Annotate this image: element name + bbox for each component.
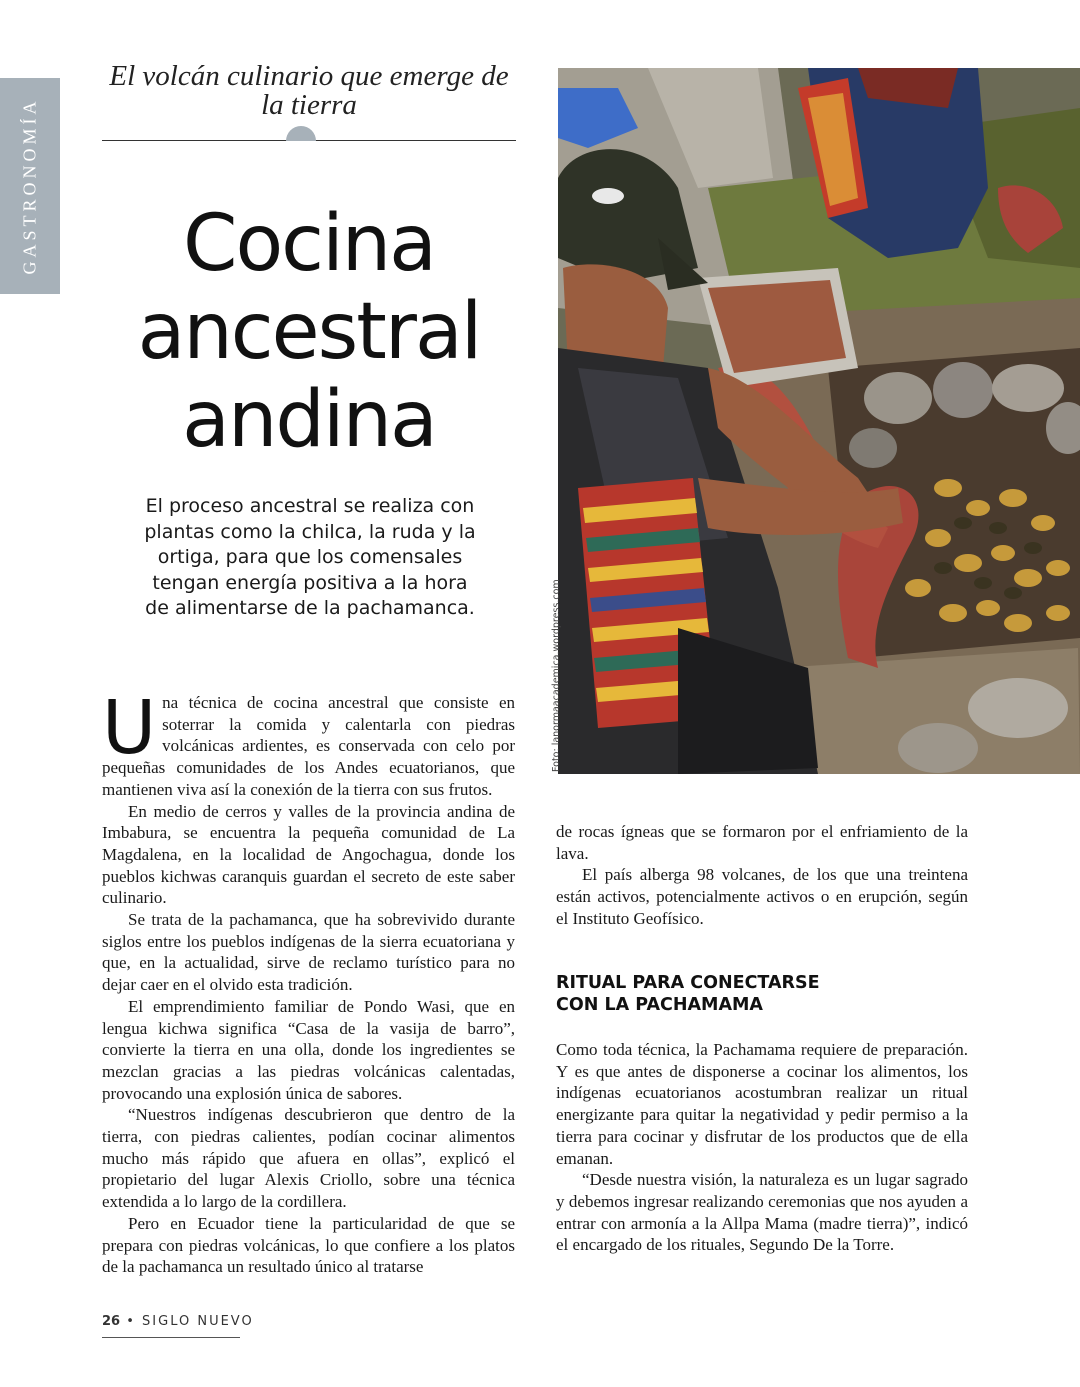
- body-paragraph: “Desde nuestra visión, la naturaleza es un lugar sagrado y debemos ingresar realizando ceremonias que nos ayuden a entrar con armonía a la Allpa Mama (madre tierra)”, indicó el encargado de los rituales, Segundo De la Torre.: [556, 1170, 968, 1255]
- body-paragraph: “Nuestros indígenas descubrieron que dentro de la tierra, con piedras calientes, podían cocinar alimentos mucho más rápido que afuera en ollas”, explicó el propietario del lugar Alexis Criollo, sobre una técnica extendida a lo largo de la cordillera.: [102, 1105, 515, 1212]
- body-paragraph: de rocas ígneas que se formaron por el enfriamiento de la lava.: [556, 822, 968, 863]
- photo-credit: Foto: lanormaacademica.wordpress.com: [551, 579, 562, 772]
- page-folio: [102, 1314, 254, 1329]
- body-column-right-top: [556, 821, 968, 930]
- body-column-left: [102, 685, 515, 1278]
- article-photo: [558, 68, 1080, 774]
- subhead-line-2: CON LA PACHAMAMA: [556, 995, 763, 1015]
- publication-name: SIGLO NUEVO: [142, 1314, 254, 1329]
- body-paragraph: El emprendimiento familiar de Pondo Wasi, que en lengua kichwa significa “Casa de la vasija de barro”, convierte la tierra en una olla, donde los ingredientes se mezclan gracias a las piedras volcánicas calentadas, provocando una explosión única de sabores.: [102, 996, 515, 1103]
- pachamanca-photo-illustration: [558, 68, 1080, 774]
- folio-separator: •: [126, 1314, 136, 1329]
- headline-line-2: ancestral: [137, 287, 481, 377]
- kicker-ornament: [286, 126, 316, 141]
- kicker: El volcán culinario que emerge de la tierra: [109, 60, 509, 121]
- page-number: 26: [102, 1314, 121, 1329]
- body-paragraph: El país alberga 98 volcanes, de los que una treintena están activos, potencialmente activos o en erupción, según el Instituto Geofísico.: [556, 865, 968, 928]
- body-paragraph: Se trata de la pachamanca, que ha sobrevivido durante siglos entre los pueblos indígenas de la sierra ecuatoriana y que, en la actualidad, sirve de reclamo turístico para no dejar caer en el olvido esta tradición.: [102, 910, 515, 995]
- body-paragraph: Una técnica de cocina ancestral que consiste en soterrar la comida y calentarla con piedras volcánicas ardientes, es conservada con celo por pequeñas comunidades de los Andes ecuatorianos, que mantienen viva así la conexión de la tierra con sus frutos.: [102, 685, 515, 799]
- body-paragraph: Pero en Ecuador tiene la particularidad de que se prepara con piedras volcánicas, lo que confiere a los platos de la pachamanca un resultado único al tratarse: [102, 1213, 515, 1277]
- section-subhead: [556, 972, 968, 1016]
- subhead-line-1: RITUAL PARA CONECTARSE: [556, 973, 820, 993]
- section-tab: [0, 78, 60, 294]
- headline-line-1: Cocina: [183, 199, 435, 289]
- body-paragraph: En medio de cerros y valles de la provincia andina de Imbabura, se encuentra la pequeña comunidad de La Magdalena, en la localidad de Angochagua, donde los pueblos kichwas caranquis guardan el secreto de este saber culinario.: [102, 801, 515, 908]
- headline-line-3: andina: [182, 375, 436, 465]
- section-label: GASTRONOMÍA: [19, 97, 40, 275]
- body-column-right-bottom: [556, 1039, 968, 1256]
- body-paragraph: Como toda técnica, la Pachamama requiere de preparación. Y es que antes de disponerse a cocinar los alimentos, los indígenas ecuatorianos acostumbran realizar un ritual energizante para quitar la negatividad y pedir permiso a la tierra para cocinar y disfrutar de los productos que de ella emanan.: [556, 1040, 968, 1168]
- headline: [102, 200, 516, 464]
- folio-rule: [102, 1337, 240, 1338]
- deck: El proceso ancestral se realiza con plantas como la chilca, la ruda y la ortiga, para que los comensales tengan energía positiva a la hora de alimentarse de la pachamanca.: [144, 495, 476, 619]
- drop-cap: U: [102, 685, 157, 771]
